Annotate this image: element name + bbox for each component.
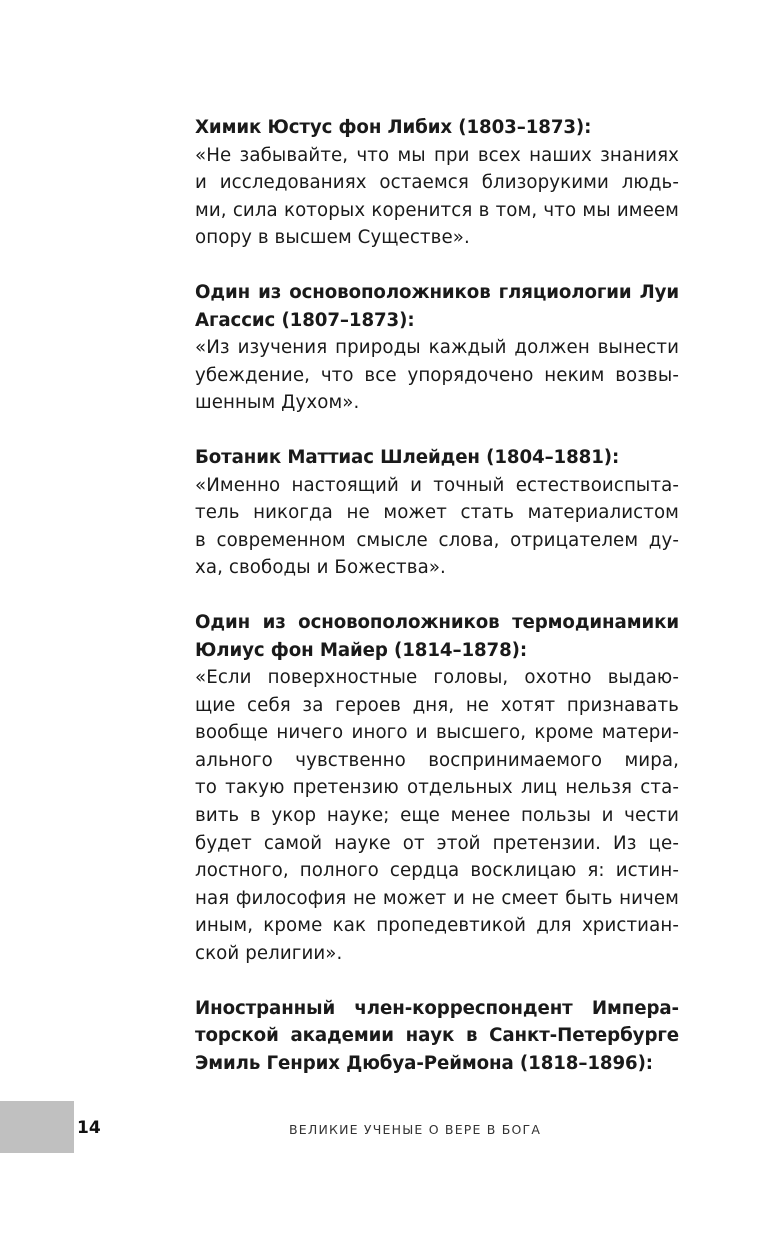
entry-quote — [195, 334, 679, 417]
quote-line: в современном смысле слова, отрицателем ду- — [195, 529, 679, 551]
quote-line: шенным Духом». — [195, 392, 360, 414]
quote-line: «Из изучения природы каждый должен вынести — [195, 337, 679, 359]
quote-line: «Не забывайте, что мы при всех наших знаниях — [195, 144, 679, 166]
quote-line: «Если поверхностные головы, охотно выдаю- — [195, 667, 679, 689]
quote-line: лостного, полного сердца восклицаю я: истин- — [195, 860, 679, 882]
heading-line: торской академии наук в Санкт-Петербурге — [195, 1025, 679, 1047]
quote-line: ная философия не может и не смеет быть ничем — [195, 887, 679, 909]
entry-quote — [195, 664, 679, 968]
quote-line: вить в укор науке; еще менее пользы и чести — [195, 805, 679, 827]
quote-line: опору в высшем Существе». — [195, 227, 470, 249]
heading-line: Один из основоположников термодинамики — [195, 611, 679, 633]
heading-line: Иностранный член-корреспондент Импера- — [195, 997, 679, 1019]
running-title: ВЕЛИКИЕ УЧЕНЫЕ О ВЕРЕ В БОГА — [289, 1122, 542, 1137]
heading-line: Эмиль Генрих Дюбуа-Реймона (1818–1896): — [195, 1052, 653, 1074]
quote-line: и исследованиях остаемся близорукими людь- — [195, 172, 679, 194]
heading-line: Один из основоположников гляциологии Луи — [195, 281, 679, 303]
quote-line: ха, свободы и Божества». — [195, 557, 446, 579]
page-number: 14 — [77, 1118, 101, 1138]
entry-quote — [195, 142, 679, 252]
heading-line: Химик Юстус фон Либих (1803–1873): — [195, 117, 592, 138]
quote-line: иным, кроме как пропедевтикой для христиан- — [195, 915, 679, 937]
heading-line: Ботаник Маттиас Шлейден (1804–1881): — [195, 446, 620, 468]
quote-line: ской религии». — [195, 943, 343, 965]
quote-line: вообще ничего иного и высшего, кроме матери- — [195, 722, 679, 744]
heading-line: Юлиус фон Майер (1814–1878): — [195, 639, 528, 661]
quote-entry-liebig — [195, 114, 679, 252]
entry-heading — [195, 995, 679, 1078]
quote-entry-schleiden — [195, 444, 679, 582]
quote-line: тель никогда не может стать материалистом — [195, 502, 679, 524]
quote-entry-du-bois-reymond — [195, 995, 679, 1078]
quote-entry-agassiz — [195, 279, 679, 417]
entry-heading — [195, 279, 679, 334]
quote-line: «Именно настоящий и точный естествоиспыта- — [195, 474, 679, 496]
page-number-tab — [0, 1101, 74, 1153]
entry-quote — [195, 472, 679, 582]
entry-heading — [195, 444, 679, 472]
quote-line: будет самой науке от этой претензии. Из це- — [195, 832, 679, 854]
quote-line: то такую претензию отдельных лиц нельзя ста- — [195, 777, 679, 799]
quote-line: ми, сила которых коренится в том, что мы имеем — [195, 199, 679, 221]
quote-line: ального чувственно воспринимаемого мира, — [195, 749, 679, 771]
quote-line: щие себя за героев дня, не хотят признавать — [195, 694, 679, 716]
quote-line: убеждение, что все упорядочено неким возвы- — [195, 364, 679, 386]
page-content — [195, 114, 679, 1104]
quote-entry-mayer — [195, 609, 679, 968]
entry-heading — [195, 114, 679, 142]
heading-line: Агассис (1807–1873): — [195, 309, 415, 331]
entry-heading — [195, 609, 679, 664]
